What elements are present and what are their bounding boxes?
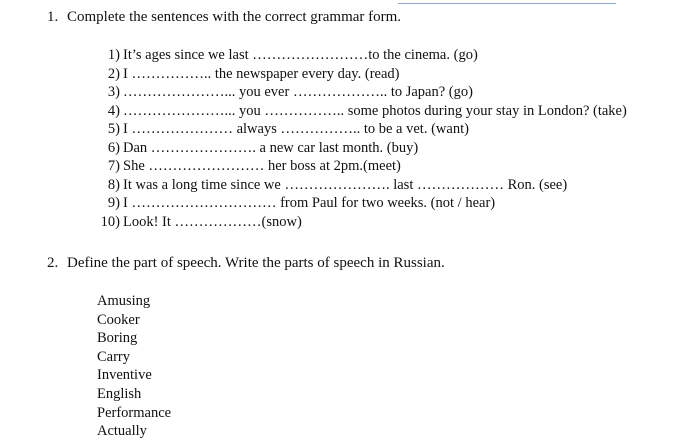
- word-item: Inventive: [97, 367, 152, 384]
- task-1-number: 1.: [47, 9, 59, 25]
- task-1-title: Complete the sentences with the correct grammar form.: [67, 9, 402, 25]
- task-2-heading: [47, 254, 445, 272]
- sentence-number: 4): [107, 102, 120, 119]
- sentence-item: [96, 194, 627, 213]
- task-2-number: 2.: [47, 255, 59, 271]
- sentence-item: [96, 83, 627, 102]
- sentence-text: It’s ages since we last ……………………to the cinema. (go): [123, 47, 478, 63]
- sentence-text: She …………………… her boss at 2pm.(meet): [123, 158, 401, 174]
- word-item: English: [97, 385, 142, 402]
- sentence-text: I ………………………… from Paul for two weeks. (not / hear): [123, 195, 496, 211]
- sentence-item: [96, 176, 627, 195]
- word-item: Cooker: [97, 311, 140, 328]
- sentence-list: [96, 46, 627, 231]
- sentence-item: [96, 139, 627, 158]
- header-rule: [398, 3, 616, 4]
- word-list: [97, 292, 171, 441]
- sentence-number: 5): [107, 121, 120, 137]
- task-1-heading: [47, 8, 401, 26]
- word-item: Amusing: [97, 293, 151, 309]
- sentence-number: 1): [107, 47, 120, 63]
- sentence-number: 8): [107, 176, 120, 193]
- sentence-item: [96, 157, 627, 176]
- sentence-text: Look! It ………………(snow): [123, 213, 302, 230]
- sentence-number: 10): [100, 213, 120, 230]
- sentence-text: I …………….. the newspaper every day. (read): [123, 65, 400, 82]
- sentence-number: 3): [107, 84, 120, 100]
- sentence-text: It was a long time since we …………………. last ……………… Ron. (see): [123, 176, 568, 193]
- task-2-title: Define the part of speech. Write the parts of speech in Russian.: [67, 255, 445, 271]
- sentence-text: …………………... you …………….. some photos during your stay in London? (take): [123, 102, 627, 119]
- word-item: Performance: [97, 404, 172, 421]
- sentence-item: [96, 213, 627, 232]
- sentence-item: [96, 102, 627, 121]
- word-item: Boring: [97, 330, 138, 347]
- sentence-text: Dan …………………. a new car last month. (buy): [123, 139, 419, 156]
- sentence-number: 2): [107, 65, 120, 82]
- sentence-number: 6): [107, 139, 120, 156]
- sentence-number: 9): [107, 195, 120, 211]
- sentence-item: [96, 46, 627, 65]
- word-item: Carry: [97, 348, 131, 365]
- sentence-text: I ………………… always …………….. to be a vet. (want): [123, 121, 469, 137]
- word-item: Actually: [97, 423, 147, 440]
- sentence-text: …………………... you ever ……………….. to Japan? (go): [123, 84, 473, 100]
- sentence-item: [96, 65, 627, 84]
- sentence-number: 7): [107, 158, 120, 174]
- sentence-item: [96, 120, 627, 139]
